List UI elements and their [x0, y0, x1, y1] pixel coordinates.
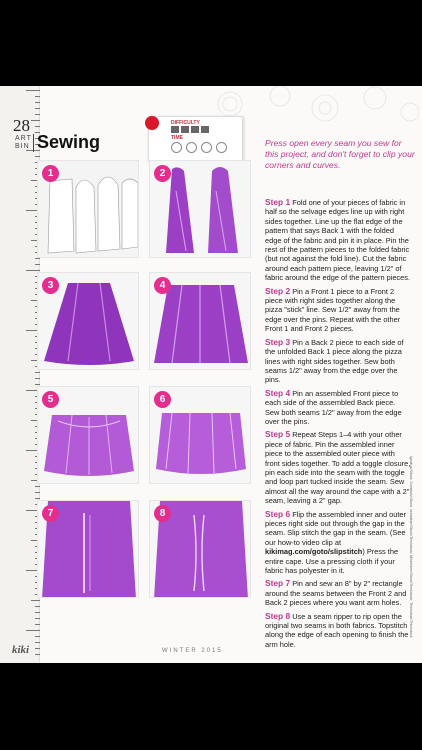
divider: [33, 134, 34, 152]
ruler-tick: [35, 264, 40, 265]
step-badge-6: 6: [154, 391, 171, 408]
difficulty-label: DIFFICULTY: [171, 120, 200, 126]
intro-tip: Press open every seam you sew for this project, and don't forget to clip your corners and curves.: [265, 138, 415, 170]
step-photo-8: [149, 500, 251, 598]
step-4: Step 4 Pin an assembled Front piece to each side of the assembled Back piece. Sew both seams 1/2" away from the edge over the pins.: [265, 387, 402, 426]
ruler-tick: [35, 492, 40, 493]
ruler-strip: [0, 86, 40, 663]
page-title: Sewing: [37, 132, 101, 152]
page-footer: [0, 639, 422, 663]
step-photo-6: [149, 386, 251, 484]
ruler-tick: [35, 612, 40, 613]
ruler-tick: [35, 114, 40, 115]
ruler-tick: [35, 606, 40, 607]
step-2: Step 2 Pin a Front 1 piece to a Front 2 piece with right sides together along the pizza "stick" line. Sew 1/2" away from the edge over the pins. Repeat with the other Front 1 and Front 2 pieces.: [265, 285, 401, 334]
video-link[interactable]: kikimag.com/goto/slipstitch: [265, 547, 363, 557]
step-5: Step 5 Repeat Steps 1–4 with your other piece of fabric. Pin the assembled inner piece to the assembled outer piece with front sides together. To add a toggle closure, pin each side into the seam with the toggle and loop part tucked inside the seam. Sew almost all the way around the cape with a 2" seam, leaving a 2" gap.: [265, 429, 411, 506]
section-label-top: ART: [15, 135, 32, 142]
step-badge-2: 2: [154, 165, 171, 182]
ruler-tick: [35, 258, 40, 259]
pushpin-icon: [145, 116, 159, 130]
ruler-tick: [35, 378, 40, 379]
issue-label: WINTER 2015: [162, 648, 223, 654]
step-badge-3: 3: [42, 277, 59, 294]
step-badge-8: 8: [154, 505, 171, 522]
ruler-tick: [35, 486, 40, 487]
step-7: Step 7 Pin and sew an 8" by 2" rectangle around the seams between the Front 2 and Back 2 pieces where you want arm holes.: [265, 578, 407, 608]
step-photo-4: [149, 272, 251, 370]
step-badge-5: 5: [42, 391, 59, 408]
time-rating: [171, 142, 227, 153]
step-6: Step 6 Flip the assembled inner and outer pieces right side out through the gap in the seam. Slip stitch the gap in the seam. (See our how-to video clip at kikimag.com/goto/slipstitch) Press the entire cape. Use a pressing cloth if your fabric has polyester in it.: [265, 508, 407, 576]
section-label-bottom: BIN: [15, 143, 30, 150]
magazine-page: [0, 86, 422, 663]
step-1: Step 1 Fold one of your pieces of fabric in half so the selvage edges line up with right sides together. Line up the flat edge of the pattern that says Back 1 with the folded edge of the fabric and pin it in place. Pin the rest of the pattern pieces to the folded fabric (but not against the fold line). Cut the fabric around each pattern piece, leaving 1/2" of fabric around the edge of the pattern pieces.: [265, 197, 411, 283]
ruler-tick: [31, 600, 40, 601]
page-number: 28: [13, 116, 30, 135]
ruler-tick: [35, 498, 40, 499]
ruler-tick: [35, 126, 40, 127]
step-badge-7: 7: [42, 505, 59, 522]
difficulty-rating: [171, 126, 209, 133]
ruler-tick: [35, 108, 40, 109]
step-badge-4: 4: [154, 277, 171, 294]
ruler-tick: [35, 372, 40, 373]
time-label: TIME: [171, 135, 183, 141]
step-photo-3: [37, 272, 139, 370]
step-badge-1: 1: [42, 165, 59, 182]
ruler-tick: [35, 156, 40, 157]
step-photo-1: [37, 160, 139, 258]
step-3: Step 3 Pin a Back 2 piece to each side of the unfolded Back 1 piece along the pizza lines with right sides together. Sew both seams 1/2" away from the edge over the pins.: [265, 336, 404, 385]
ruler-tick: [35, 618, 40, 619]
photo-credits: Ignatius/iStock; Sunstock/iStock; sebastian/iStock/Thinkstock; Mikkelsen/iStock/Thinkstock; Thinkstock/Thinkstock: [409, 456, 413, 638]
ruler-tick: [26, 270, 40, 271]
step-8: Step 8 Use a seam ripper to rip open the original two seams in both fabrics. Topstitch along the edge of each opening to finish the arm hole.: [265, 610, 409, 649]
step-photo-5: [37, 386, 139, 484]
ruler-tick: [26, 90, 40, 91]
instructions: [265, 198, 411, 653]
ruler-tick: [26, 630, 40, 631]
step-photo-2: [149, 160, 251, 258]
brand-logo: kiki: [12, 644, 30, 656]
ruler-tick: [35, 96, 40, 97]
ruler-tick: [35, 624, 40, 625]
ruler-tick: [31, 120, 40, 121]
step-photo-7: [37, 500, 139, 598]
ruler-tick: [35, 102, 40, 103]
difficulty-card: [148, 116, 243, 162]
ruler-tick: [35, 636, 40, 637]
ruler-tick: [35, 384, 40, 385]
